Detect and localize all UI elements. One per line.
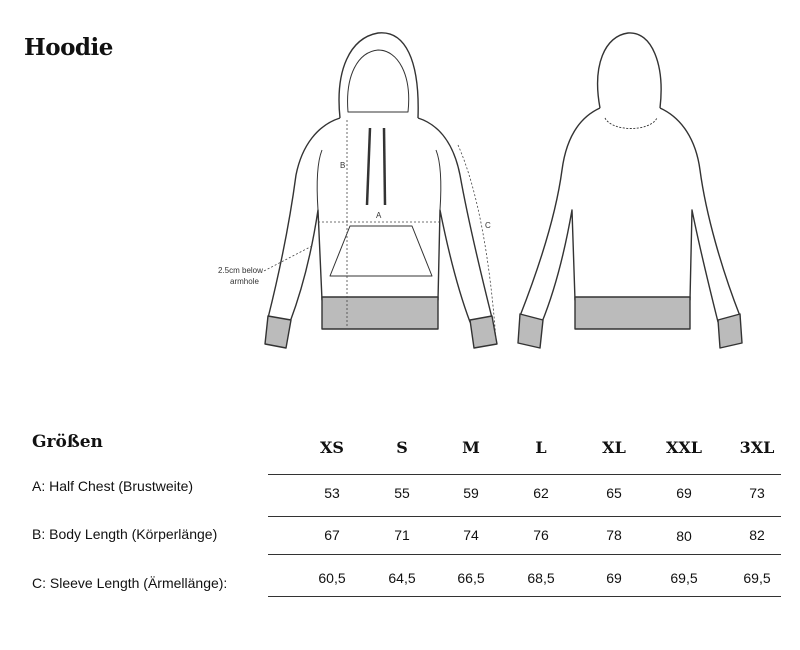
size-header-xl: XL bbox=[602, 438, 626, 457]
callout-line-1: 2.5cm below bbox=[218, 266, 263, 275]
letter-c: C bbox=[485, 221, 491, 230]
letter-a: A bbox=[376, 211, 382, 220]
table-cell: 67 bbox=[324, 527, 340, 543]
table-cell: 62 bbox=[533, 485, 549, 501]
page-title: Hoodie bbox=[24, 34, 113, 61]
table-cell: 69 bbox=[676, 485, 692, 501]
table-rule bbox=[268, 596, 781, 597]
hoodie-measurement-diagram bbox=[200, 25, 760, 365]
table-cell: 76 bbox=[533, 527, 549, 543]
table-cell: 66,5 bbox=[457, 570, 485, 586]
table-cell: 82 bbox=[749, 527, 765, 543]
callout-line-2: armhole bbox=[230, 277, 259, 286]
table-cell: 69,5 bbox=[743, 570, 771, 586]
table-cell: 59 bbox=[463, 485, 479, 501]
table-cell: 55 bbox=[394, 485, 410, 501]
table-cell: 53 bbox=[324, 485, 340, 501]
table-rule bbox=[268, 474, 781, 475]
size-header-xs: XS bbox=[320, 438, 344, 457]
size-header-3xl: 3XL bbox=[739, 438, 775, 457]
row-label-sleeve-length: C: Sleeve Length (Ärmellänge): bbox=[32, 575, 228, 591]
table-cell: 60,5 bbox=[318, 570, 346, 586]
size-header-l: L bbox=[535, 438, 547, 457]
table-cell: 64,5 bbox=[388, 570, 416, 586]
table-cell: 69,5 bbox=[670, 570, 698, 586]
table-cell: 69 bbox=[606, 570, 622, 586]
size-header-s: S bbox=[396, 438, 408, 457]
size-header-m: M bbox=[462, 438, 480, 457]
table-rule bbox=[268, 516, 781, 517]
row-label-body-length: B: Body Length (Körperlänge) bbox=[32, 526, 218, 542]
table-cell: 74 bbox=[463, 527, 479, 543]
table-cell: 71 bbox=[394, 527, 410, 543]
letter-b: B bbox=[340, 161, 346, 170]
table-rule bbox=[268, 554, 781, 555]
size-table-title: Größen bbox=[32, 432, 103, 452]
row-label-half-chest: A: Half Chest (Brustweite) bbox=[32, 478, 194, 494]
table-cell: 80 bbox=[676, 528, 692, 544]
table-cell: 68,5 bbox=[527, 570, 555, 586]
size-header-xxl: XXL bbox=[665, 438, 703, 457]
hoodie-back-drawing bbox=[518, 33, 742, 348]
table-cell: 65 bbox=[606, 485, 622, 501]
hoodie-front-drawing bbox=[265, 33, 497, 348]
table-cell: 73 bbox=[749, 485, 765, 501]
table-cell: 78 bbox=[606, 527, 622, 543]
